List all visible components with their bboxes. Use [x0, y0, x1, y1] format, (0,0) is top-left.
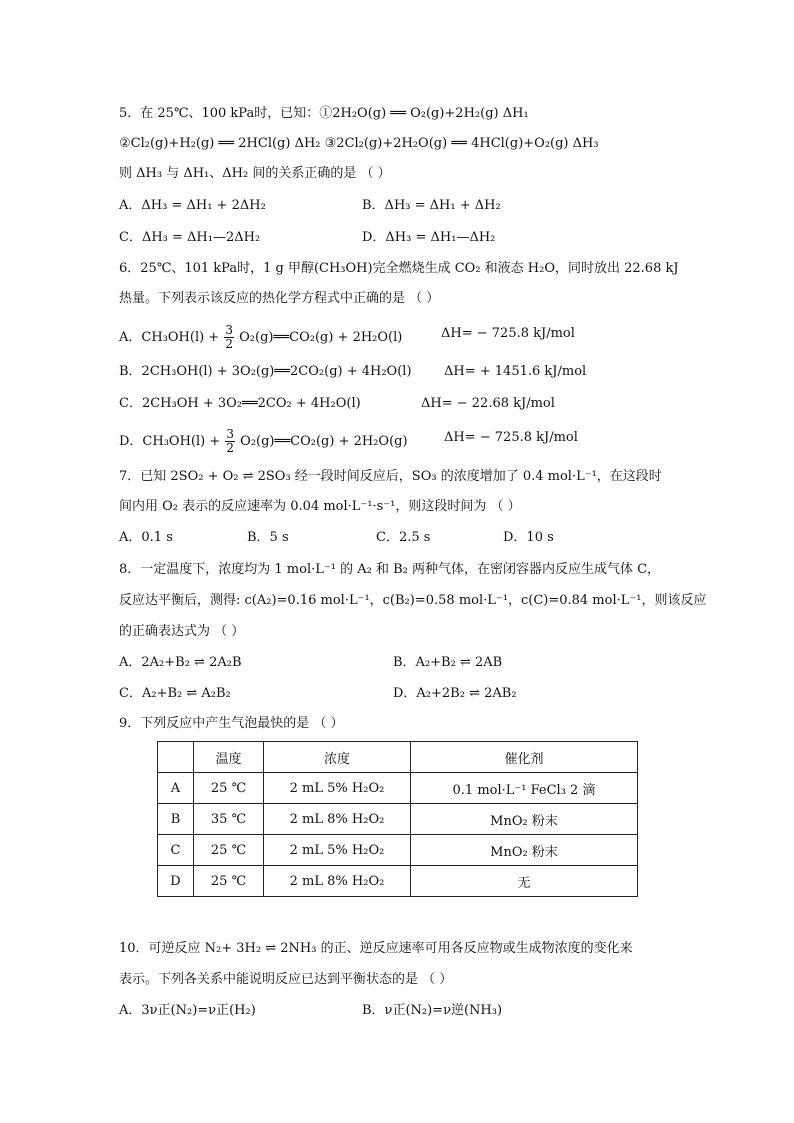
table-row	[158, 804, 638, 835]
q7-stem: 7．已知 2SO₂ + O₂ ⇌ 2SO₃ 经一段时间反应后，SO₃ 的浓度增加了 0.4 mol·L⁻¹，在这段时	[119, 469, 662, 484]
table-cell: 25 ℃	[194, 866, 264, 897]
q5-option-b: B．ΔH₃ = ΔH₁ + ΔH₂	[362, 198, 501, 213]
q9-table	[157, 741, 638, 897]
q6-d-pre: D．CH₃OH(l) +	[119, 434, 221, 449]
q5-line2: ②Cl₂(g)+H₂(g) ══ 2HCl(g) ΔH₂ ③2Cl₂(g)+2H₂O(g) ══ 4HCl(g)+O₂(g) ΔH₃	[119, 136, 599, 151]
q8-stem: 8．一定温度下，浓度均为 1 mol·L⁻¹ 的 A₂ 和 B₂ 两种气体，在密闭容器内反应生成气体 C，	[119, 562, 661, 577]
q8-line3: 的正确表达式为 （ ）	[119, 624, 245, 639]
q6-d-dh: ΔH= − 725.8 kJ/mol	[444, 430, 578, 445]
fraction-numerator: 3	[226, 427, 235, 441]
q8-line2: 反应达平衡后，测得: c(A₂)=0.16 mol·L⁻¹，c(B₂)=0.58 mol·L⁻¹，c(C)=0.84 mol·L⁻¹，则该反应	[119, 593, 707, 608]
q6-a-dh: ΔH= − 725.8 kJ/mol	[441, 326, 575, 341]
q5-stem: 5．在 25℃、100 kPa时，已知：①2H₂O(g) ══ O₂(g)+2H₂(g) ΔH₁	[119, 106, 529, 121]
fraction	[225, 428, 235, 455]
q8-option-d: D．A₂+2B₂ ⇌ 2AB₂	[393, 686, 517, 701]
header-cell	[158, 742, 194, 773]
q8-option-b: B．A₂+B₂ ⇌ 2AB	[393, 655, 503, 670]
q6-d-post: O₂(g)══CO₂(g) + 2H₂O(g)	[240, 434, 408, 449]
table-cell: 25 ℃	[194, 773, 264, 804]
header-cell: 温度	[194, 742, 264, 773]
fraction-denominator: 2	[225, 337, 233, 351]
q6-option-c: C．2CH₃OH + 3O₂══2CO₂ + 4H₂O(l)	[119, 396, 361, 411]
table-cell: MnO₂ 粉末	[411, 835, 638, 866]
header-cell: 催化剂	[411, 742, 638, 773]
fraction-numerator: 3	[225, 323, 233, 337]
q7-option-a: A．0.1 s	[119, 530, 173, 545]
table-cell: B	[158, 804, 194, 835]
q7-option-d: D．10 s	[503, 530, 554, 545]
table-cell: D	[158, 866, 194, 897]
q9-stem: 9．下列反应中产生气泡最快的是 （ ）	[119, 716, 344, 731]
q6-a-pre: A．CH₃OH(l) +	[119, 330, 220, 345]
table-row	[158, 773, 638, 804]
q10-option-b: B．ν正(N₂)=ν逆(NH₃)	[362, 1003, 503, 1018]
table-row	[158, 866, 638, 897]
table-row	[158, 835, 638, 866]
q6-option-a	[119, 324, 402, 351]
q6-b-dh: ΔH= + 1451.6 kJ/mol	[444, 364, 587, 379]
fraction	[224, 324, 234, 351]
q6-stem: 6．25℃、101 kPa时，1 g 甲醇(CH₃OH)完全燃烧生成 CO₂ 和液态 H₂O，同时放出 22.68 kJ	[119, 261, 679, 276]
table-cell: 2 mL 5% H₂O₂	[264, 835, 411, 866]
table-cell: 25 ℃	[194, 835, 264, 866]
q8-option-c: C．A₂+B₂ ⇌ A₂B₂	[119, 686, 231, 701]
fraction-denominator: 2	[226, 441, 235, 455]
q8-option-a: A．2A₂+B₂ ⇌ 2A₂B	[119, 655, 242, 670]
q7-option-c: C．2.5 s	[376, 530, 431, 545]
q6-option-d	[119, 428, 408, 455]
table-cell: MnO₂ 粉末	[411, 804, 638, 835]
q10-option-a: A．3ν正(N₂)=ν正(H₂)	[119, 1003, 256, 1018]
table-cell: 无	[411, 866, 638, 897]
q10-line2: 表示。下列各关系中能说明反应已达到平衡状态的是 （ ）	[119, 972, 453, 987]
table-cell: 35 ℃	[194, 804, 264, 835]
q5-line3: 则 ΔH₃ 与 ΔH₁、ΔH₂ 间的关系正确的是 （ ）	[119, 166, 391, 181]
table-cell: 2 mL 8% H₂O₂	[264, 866, 411, 897]
table-cell: C	[158, 835, 194, 866]
table-cell: A	[158, 773, 194, 804]
q7-line2: 间内用 O₂ 表示的反应速率为 0.04 mol·L⁻¹·s⁻¹，则这段时间为 （ ）	[119, 499, 521, 514]
q5-option-a: A．ΔH₃ = ΔH₁ + 2ΔH₂	[119, 198, 266, 213]
table-cell: 2 mL 5% H₂O₂	[264, 773, 411, 804]
q5-option-c: C．ΔH₃ = ΔH₁—2ΔH₂	[119, 230, 261, 245]
q5-option-d: D．ΔH₃ = ΔH₁—ΔH₂	[362, 230, 496, 245]
q10-stem: 10．可逆反应 N₂+ 3H₂ ⇌ 2NH₃ 的正、逆反应速率可用各反应物或生成物浓度的变化来	[119, 941, 633, 956]
q7-option-b: B．5 s	[247, 530, 289, 545]
q6-option-b: B．2CH₃OH(l) + 3O₂(g)══2CO₂(g) + 4H₂O(l)	[119, 364, 412, 379]
q6-line2: 热量。下列表示该反应的热化学方程式中正确的是 （ ）	[119, 291, 440, 306]
table-cell: 0.1 mol·L⁻¹ FeCl₃ 2 滴	[411, 773, 638, 804]
table-header-row	[158, 742, 638, 773]
q6-a-post: O₂(g)══CO₂(g) + 2H₂O(l)	[239, 330, 403, 345]
table-cell: 2 mL 8% H₂O₂	[264, 804, 411, 835]
header-cell: 浓度	[264, 742, 411, 773]
q6-c-dh: ΔH= − 22.68 kJ/mol	[421, 396, 555, 411]
